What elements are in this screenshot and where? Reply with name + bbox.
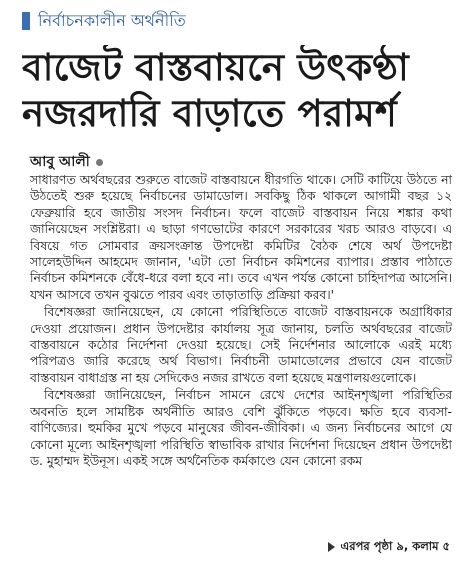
headline-line-1: বাজেট বাস্তবায়নে উৎকণ্ঠা — [22, 46, 409, 89]
article-body — [30, 172, 452, 469]
byline — [30, 152, 450, 172]
headline-line-2: নজরদারি বাড়াতে পরামর্শ — [22, 92, 397, 135]
article-paragraph: সাধারণত অর্থবছরের শুরুতে বাজেট বাস্তবায়নে ধীরগতি থাকে। সেটি কাটিয়ে উঠতে না উঠতেই শুরু হয়েছে নির্বাচনের ডামাডোল। সবকিছু ঠিক থাকলে আগামী বছর ১২ ফেব্রুয়ারি হবে জাতীয় সংসদ নির্বাচন। ফলে বাজেট বাস্তবায়ন নিয়ে শঙ্কার কথা জানিয়েছেন সংশ্লিষ্টরা। এ ছাড়া গণভোটের কারণে সরকারের খরচ আরও বাড়বে। এ বিষয়ে গত সোমবার ক্রয়সংক্রান্ত উপদেষ্টা কমিটির বৈঠক শেষে অর্থ উপদেষ্টা সালেহউদ্দিন আহমেদ জানান, 'এটা তো নির্বাচন কমিশনের ব্যাপার। প্রস্তাব পাঠাতে নির্বাচন কমিশনকে বেঁধে-ধরে বলা হবে না। তবে এখন পর্যন্ত কোনো চাহিদাপত্র আসেনি। যখন আসবে তখন বুঝতে পারব এবং তাড়াতাড়ি প্রক্রিয়া করব।' — [30, 173, 452, 302]
headline — [22, 45, 452, 137]
article-paragraph: বিশেষজ্ঞরা জানিয়েছেন, যে কোনো পরিস্থিতিতে বাজেট বাস্তবায়নকে অগ্রাধিকার দেওয়া প্রয়োজন। প্রধান উপদেষ্টার কার্যালয় সূত্র জানায়, চলতি অর্থবছরের বাজেট বাস্তবায়নে কঠোর নির্দেশনা দেওয়া হয়েছে। সেই নির্দেশনার আলোকে এরই মধ্যে পরিপত্রও জারি করেছে অর্থ বিভাগ। নির্বাচনী ডামাডোলের প্রভাবে যেন বাজেট বাস্তবায়ন বাধাগ্রস্ত না হয় সেদিকেও নজর রাখতে বলা হয়েছে মন্ত্রণালয়গুলোকে। — [30, 305, 452, 385]
article-paragraph: বিশেষজ্ঞরা জানিয়েছেন, নির্বাচন সামনে রেখে দেশের আইনশৃঙ্খলা পরিস্থিতির অবনতি হলে সামষ্টিক অর্থনীতি আরও বেশি ঝুঁকিতে পড়বে। ক্ষতি হবে ব্যবসা-বাণিজ্যের। হুমকির মুখে পড়বে মানুষের জীবন-জীবিকা। এ জন্য নির্বাচনের আগে যে কোনো মূল্যে আইনশৃঙ্খলা পরিস্থিতি স্বাভাবিক রাখার নির্দেশনা দিয়েছেন প্রধান উপদেষ্টা ড. মুহাম্মদ ইউনূস। একই সঙ্গে অর্থনৈতিক কর্মকাণ্ডে যেন কোনো রকম — [30, 388, 452, 468]
section-marker — [22, 12, 30, 30]
arrow-right-icon — [328, 542, 335, 552]
section-header — [22, 8, 452, 34]
continuation-label: এরপর পৃষ্ঠা ৯, কলাম ৫ — [340, 538, 450, 553]
byline-dot-icon — [96, 159, 103, 166]
section-label: নির্বাচনকালীন অর্থনীতি — [38, 10, 186, 30]
byline-author: আবু আলী — [30, 154, 90, 170]
continuation-note — [328, 538, 450, 556]
